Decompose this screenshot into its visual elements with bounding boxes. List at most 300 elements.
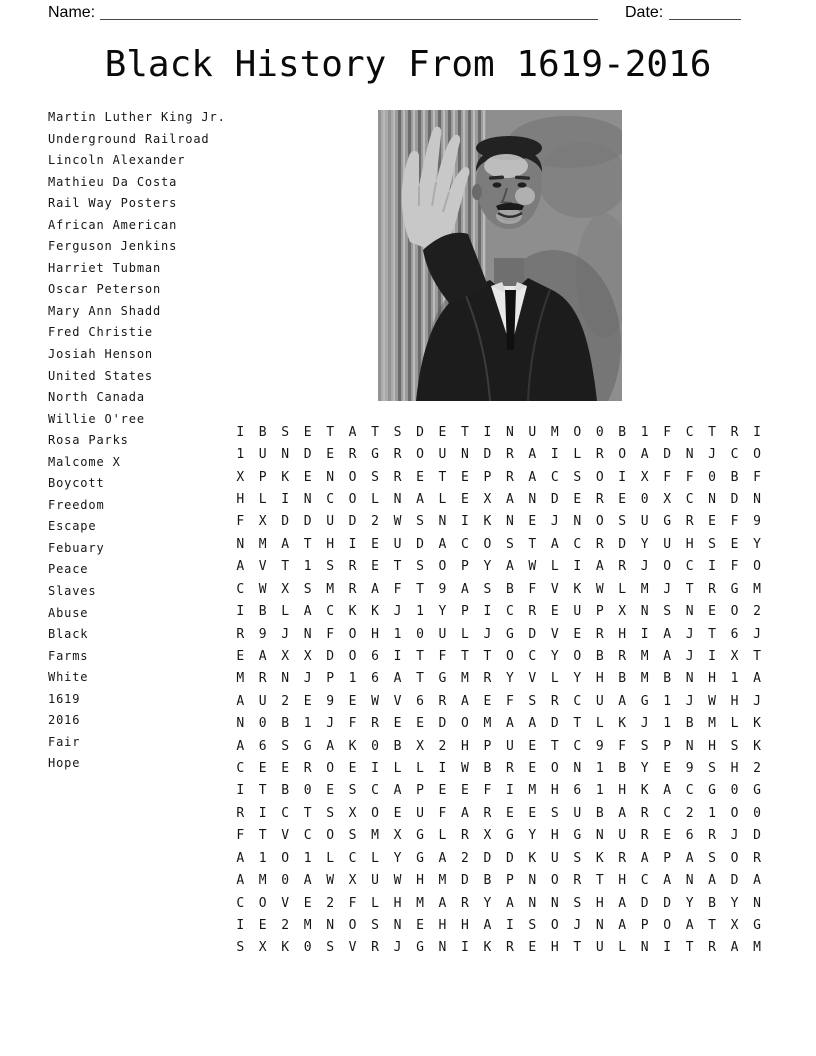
- grid-cell: E: [708, 514, 716, 530]
- grid-cell: 0: [281, 873, 290, 889]
- grid-cell: O: [663, 917, 672, 933]
- grid-cell: C: [528, 648, 537, 664]
- grid-cell: C: [685, 424, 694, 440]
- grid-cell: R: [618, 559, 627, 575]
- grid-cell: R: [236, 805, 245, 821]
- grid-cell: N: [528, 873, 537, 889]
- grid-cell: J: [303, 671, 312, 687]
- grid-cell: A: [281, 536, 290, 552]
- grid-cell: E: [730, 536, 739, 552]
- grid-cell: D: [303, 514, 312, 530]
- grid-cell: H: [371, 626, 379, 642]
- grid-cell: M: [438, 873, 447, 889]
- grid-cell: L: [595, 716, 604, 732]
- grid-cell: W: [393, 873, 402, 889]
- grid-cell: C: [573, 536, 582, 552]
- grid-cell: O: [618, 447, 627, 463]
- grid-cell: J: [393, 940, 402, 956]
- grid-cell: A: [348, 424, 357, 440]
- grid-cell: T: [528, 536, 537, 552]
- grid-cell: R: [708, 828, 716, 844]
- grid-cell: 1: [640, 424, 649, 440]
- grid-cell: I: [348, 536, 357, 552]
- grid-cell: A: [753, 671, 761, 687]
- grid-cell: N: [505, 514, 514, 530]
- grid-cell: H: [416, 873, 424, 889]
- grid-cell: D: [730, 491, 739, 507]
- grid-cell: K: [483, 514, 492, 530]
- grid-cell: T: [573, 940, 582, 956]
- grid-cell: A: [685, 917, 694, 933]
- grid-cell: M: [258, 873, 267, 889]
- grid-cell: C: [573, 693, 582, 709]
- grid-cell: E: [505, 805, 514, 821]
- grid-cell: T: [595, 873, 604, 889]
- grid-cell: R: [708, 581, 716, 597]
- grid-cell: E: [303, 693, 312, 709]
- grid-cell: X: [483, 491, 492, 507]
- grid-cell: G: [505, 828, 514, 844]
- grid-cell: J: [550, 514, 559, 530]
- grid-cell: W: [326, 873, 335, 889]
- grid-cell: B: [281, 716, 290, 732]
- grid-cell: E: [393, 716, 402, 732]
- grid-cell: A: [236, 873, 245, 889]
- grid-cell: 2: [461, 850, 469, 866]
- grid-cell: H: [438, 917, 447, 933]
- grid-cell: O: [730, 604, 739, 620]
- name-fill-line: [100, 19, 598, 20]
- word-list-item: Farms: [48, 648, 89, 663]
- grid-cell: P: [663, 738, 672, 754]
- grid-cell: S: [550, 805, 559, 821]
- grid-cell: R: [505, 469, 514, 485]
- grid-cell: A: [663, 626, 672, 642]
- grid-cell: H: [393, 895, 402, 911]
- grid-cell: H: [730, 761, 739, 777]
- grid-cell: E: [236, 648, 245, 664]
- grid-cell: E: [708, 604, 716, 620]
- grid-cell: M: [753, 940, 761, 956]
- grid-cell: L: [393, 761, 402, 777]
- grid-cell: L: [416, 761, 424, 777]
- grid-cell: 6: [371, 671, 379, 687]
- grid-cell: D: [550, 491, 559, 507]
- grid-cell: A: [595, 559, 604, 575]
- grid-cell: A: [550, 536, 559, 552]
- grid-cell: I: [753, 424, 761, 440]
- grid-cell: M: [640, 581, 649, 597]
- grid-cell: E: [326, 783, 335, 799]
- grid-cell: B: [618, 671, 627, 687]
- grid-cell: X: [416, 738, 424, 754]
- grid-cell: A: [505, 716, 514, 732]
- grid-cell: B: [505, 581, 514, 597]
- grid-cell: F: [663, 424, 672, 440]
- grid-cell: U: [393, 536, 402, 552]
- grid-cell: Y: [483, 559, 492, 575]
- grid-cell: E: [326, 447, 335, 463]
- grid-cell: B: [663, 671, 672, 687]
- grid-cell: S: [326, 559, 335, 575]
- grid-cell: 0: [730, 783, 739, 799]
- grid-cell: P: [461, 604, 469, 620]
- grid-cell: E: [371, 536, 379, 552]
- word-list-item: Fair: [48, 734, 81, 749]
- grid-cell: D: [461, 873, 469, 889]
- grid-cell: L: [730, 716, 739, 732]
- grid-cell: V: [528, 671, 537, 687]
- date-label: Date:: [625, 4, 664, 21]
- grid-cell: S: [326, 805, 335, 821]
- grid-cell: T: [483, 648, 492, 664]
- grid-cell: H: [461, 917, 469, 933]
- grid-cell: S: [640, 738, 649, 754]
- grid-cell: A: [685, 850, 694, 866]
- grid-cell: G: [708, 783, 716, 799]
- grid-cell: A: [528, 469, 537, 485]
- grid-cell: B: [281, 783, 290, 799]
- grid-cell: I: [640, 626, 649, 642]
- grid-cell: U: [528, 424, 537, 440]
- grid-cell: X: [281, 581, 290, 597]
- grid-cell: A: [236, 559, 245, 575]
- grid-cell: S: [528, 917, 537, 933]
- grid-cell: T: [416, 581, 424, 597]
- grid-cell: 1: [303, 559, 312, 575]
- grid-cell: N: [685, 671, 694, 687]
- grid-cell: H: [326, 536, 335, 552]
- word-list-item: Freedom: [48, 497, 105, 512]
- grid-cell: N: [281, 671, 290, 687]
- grid-cell: N: [438, 940, 447, 956]
- grid-cell: O: [753, 447, 761, 463]
- grid-cell: T: [685, 940, 694, 956]
- grid-cell: N: [393, 491, 402, 507]
- grid-cell: R: [461, 895, 469, 911]
- grid-cell: S: [236, 940, 245, 956]
- grid-cell: O: [281, 850, 290, 866]
- grid-cell: A: [236, 693, 245, 709]
- grid-cell: L: [618, 581, 627, 597]
- grid-cell: Y: [528, 828, 537, 844]
- grid-cell: L: [438, 828, 447, 844]
- grid-cell: K: [595, 850, 604, 866]
- grid-cell: 6: [258, 738, 267, 754]
- mlk-photo-illustration: [378, 110, 622, 401]
- grid-cell: T: [550, 738, 559, 754]
- grid-cell: U: [550, 850, 559, 866]
- grid-cell: J: [393, 604, 402, 620]
- grid-cell: 1: [393, 626, 402, 642]
- grid-cell: C: [663, 805, 672, 821]
- grid-cell: J: [753, 626, 761, 642]
- grid-cell: J: [483, 626, 492, 642]
- grid-cell: X: [730, 917, 739, 933]
- grid-cell: J: [326, 716, 335, 732]
- grid-cell: C: [236, 761, 245, 777]
- grid-cell: L: [371, 850, 379, 866]
- grid-cell: H: [236, 491, 245, 507]
- grid-cell: A: [708, 873, 716, 889]
- grid-cell: F: [528, 581, 537, 597]
- grid-cell: T: [371, 424, 379, 440]
- word-list-item: Martin Luther King Jr.: [48, 110, 226, 124]
- grid-cell: F: [236, 514, 245, 530]
- grid-cell: N: [236, 536, 245, 552]
- grid-cell: O: [573, 424, 582, 440]
- grid-cell: O: [438, 559, 447, 575]
- grid-cell: M: [753, 581, 761, 597]
- grid-cell: T: [303, 536, 312, 552]
- grid-cell: 1: [663, 693, 672, 709]
- grid-cell: Y: [753, 536, 761, 552]
- grid-cell: Y: [550, 648, 559, 664]
- grid-cell: N: [685, 738, 694, 754]
- grid-cell: 0: [595, 424, 604, 440]
- grid-cell: N: [595, 828, 604, 844]
- grid-cell: E: [303, 469, 312, 485]
- grid-cell: A: [640, 850, 649, 866]
- grid-cell: E: [528, 738, 537, 754]
- grid-cell: L: [371, 491, 379, 507]
- grid-cell: A: [505, 559, 514, 575]
- grid-cell: X: [640, 469, 649, 485]
- grid-cell: E: [303, 424, 312, 440]
- grid-cell: Y: [483, 895, 492, 911]
- grid-cell: A: [236, 738, 245, 754]
- grid-cell: K: [528, 850, 537, 866]
- grid-cell: J: [573, 917, 582, 933]
- grid-cell: R: [685, 514, 694, 530]
- grid-cell: Y: [640, 761, 649, 777]
- grid-cell: D: [483, 447, 492, 463]
- grid-cell: T: [326, 424, 335, 440]
- grid-cell: O: [348, 648, 357, 664]
- grid-cell: N: [708, 491, 716, 507]
- grid-cell: S: [281, 738, 290, 754]
- grid-cell: I: [393, 648, 402, 664]
- grid-cell: H: [708, 671, 716, 687]
- word-list-item: Mathieu Da Costa: [48, 174, 178, 189]
- grid-cell: F: [348, 716, 357, 732]
- grid-cell: G: [663, 514, 672, 530]
- grid-cell: V: [258, 559, 267, 575]
- grid-cell: 0: [708, 469, 716, 485]
- grid-cell: I: [708, 648, 716, 664]
- grid-cell: H: [685, 536, 694, 552]
- grid-cell: N: [393, 917, 402, 933]
- grid-cell: C: [303, 828, 312, 844]
- word-list-item: Underground Railroad: [48, 131, 210, 146]
- grid-cell: I: [258, 805, 267, 821]
- grid-cell: Y: [438, 604, 447, 620]
- grid-cell: E: [348, 761, 357, 777]
- grid-cell: J: [685, 626, 694, 642]
- grid-cell: 2: [326, 895, 335, 911]
- grid-cell: D: [640, 895, 649, 911]
- grid-cell: T: [303, 805, 312, 821]
- grid-cell: D: [438, 716, 447, 732]
- grid-cell: B: [708, 895, 716, 911]
- name-label: Name:: [48, 4, 96, 21]
- grid-cell: G: [371, 447, 379, 463]
- grid-cell: U: [663, 536, 672, 552]
- grid-cell: E: [618, 491, 627, 507]
- grid-cell: 1: [236, 447, 245, 463]
- grid-cell: M: [528, 783, 537, 799]
- grid-cell: R: [236, 626, 245, 642]
- grid-cell: S: [371, 469, 379, 485]
- grid-cell: 6: [730, 626, 739, 642]
- grid-cell: H: [618, 783, 627, 799]
- grid-cell: P: [461, 559, 469, 575]
- grid-cell: V: [281, 828, 290, 844]
- grid-cell: F: [348, 895, 357, 911]
- grid-cell: C: [461, 536, 469, 552]
- grid-cell: S: [281, 424, 290, 440]
- grid-cell: T: [393, 559, 402, 575]
- grid-cell: N: [685, 604, 694, 620]
- grid-cell: 9: [258, 626, 267, 642]
- word-list: [48, 107, 226, 775]
- grid-cell: R: [573, 873, 582, 889]
- grid-cell: V: [550, 626, 559, 642]
- grid-cell: N: [640, 940, 649, 956]
- grid-cell: U: [595, 693, 604, 709]
- grid-cell: S: [573, 850, 582, 866]
- grid-cell: G: [640, 693, 649, 709]
- grid-cell: P: [326, 671, 335, 687]
- grid-cell: Y: [685, 895, 694, 911]
- grid-cell: I: [371, 761, 379, 777]
- grid-cell: R: [258, 671, 267, 687]
- grid-cell: I: [573, 559, 582, 575]
- grid-cell: E: [258, 917, 267, 933]
- grid-cell: H: [618, 873, 627, 889]
- grid-cell: V: [281, 895, 290, 911]
- word-list-item: Escape: [48, 519, 97, 534]
- grid-cell: U: [618, 828, 627, 844]
- grid-cell: 6: [685, 828, 694, 844]
- grid-cell: C: [371, 783, 379, 799]
- grid-cell: C: [573, 738, 582, 754]
- grid-cell: X: [236, 469, 245, 485]
- grid-cell: P: [258, 469, 267, 485]
- grid-cell: N: [461, 447, 469, 463]
- grid-cell: O: [595, 514, 604, 530]
- grid-cell: C: [550, 469, 559, 485]
- grid-cell: U: [505, 738, 514, 754]
- grid-cell: U: [371, 873, 379, 889]
- grid-cell: U: [326, 514, 335, 530]
- grid-cell: S: [618, 514, 627, 530]
- grid-cell: E: [663, 828, 672, 844]
- date-fill-line: [669, 19, 741, 20]
- grid-cell: 0: [416, 626, 424, 642]
- grid-cell: D: [326, 648, 335, 664]
- grid-cell: W: [528, 559, 537, 575]
- grid-cell: B: [483, 761, 492, 777]
- grid-cell: O: [348, 917, 357, 933]
- grid-cell: A: [461, 693, 469, 709]
- grid-cell: B: [595, 805, 604, 821]
- grid-cell: 0: [303, 783, 312, 799]
- grid-cell: D: [416, 536, 424, 552]
- grid-cell: E: [528, 940, 537, 956]
- grid-cell: E: [281, 761, 290, 777]
- grid-cell: K: [753, 716, 761, 732]
- grid-cell: O: [258, 895, 267, 911]
- grid-cell: P: [640, 917, 649, 933]
- grid-cell: D: [303, 447, 312, 463]
- grid-cell: C: [326, 604, 335, 620]
- grid-cell: C: [685, 491, 694, 507]
- grid-cell: J: [640, 716, 649, 732]
- grid-cell: G: [753, 783, 761, 799]
- grid-cell: I: [708, 559, 716, 575]
- grid-cell: 1: [663, 716, 672, 732]
- grid-cell: F: [483, 783, 492, 799]
- grid-cell: C: [348, 850, 357, 866]
- grid-cell: S: [505, 536, 514, 552]
- grid-cell: K: [348, 604, 357, 620]
- grid-cell: A: [393, 671, 402, 687]
- grid-cell: 9: [595, 738, 604, 754]
- grid-cell: X: [348, 873, 357, 889]
- grid-cell: K: [483, 940, 492, 956]
- grid-cell: K: [281, 940, 290, 956]
- grid-cell: 2: [438, 738, 447, 754]
- grid-cell: X: [258, 940, 267, 956]
- grid-cell: Y: [393, 850, 402, 866]
- grid-cell: R: [393, 469, 402, 485]
- grid-cell: S: [326, 940, 335, 956]
- grid-cell: E: [348, 693, 357, 709]
- grid-cell: E: [416, 469, 424, 485]
- grid-cell: J: [663, 581, 672, 597]
- grid-cell: W: [371, 693, 379, 709]
- grid-cell: E: [258, 761, 267, 777]
- grid-cell: I: [281, 491, 290, 507]
- grid-cell: E: [483, 693, 492, 709]
- grid-cell: X: [663, 491, 672, 507]
- grid-cell: W: [708, 693, 716, 709]
- grid-cell: R: [550, 693, 559, 709]
- grid-cell: 9: [753, 514, 761, 530]
- grid-cell: B: [618, 424, 627, 440]
- grid-cell: 1: [730, 671, 739, 687]
- grid-cell: B: [483, 873, 492, 889]
- grid-cell: U: [573, 805, 582, 821]
- grid-cell: M: [258, 536, 267, 552]
- grid-cell: L: [550, 559, 559, 575]
- grid-cell: X: [730, 648, 739, 664]
- grid-cell: C: [730, 447, 739, 463]
- grid-cell: I: [505, 783, 514, 799]
- grid-cell: L: [281, 604, 290, 620]
- grid-cell: M: [303, 917, 312, 933]
- grid-cell: F: [438, 648, 447, 664]
- grid-cell: O: [573, 648, 582, 664]
- grid-cell: A: [505, 491, 514, 507]
- grid-cell: A: [371, 581, 379, 597]
- grid-cell: 9: [438, 581, 447, 597]
- grid-cell: S: [528, 693, 537, 709]
- grid-cell: W: [393, 514, 402, 530]
- grid-cell: 1: [708, 805, 716, 821]
- grid-cell: M: [326, 581, 335, 597]
